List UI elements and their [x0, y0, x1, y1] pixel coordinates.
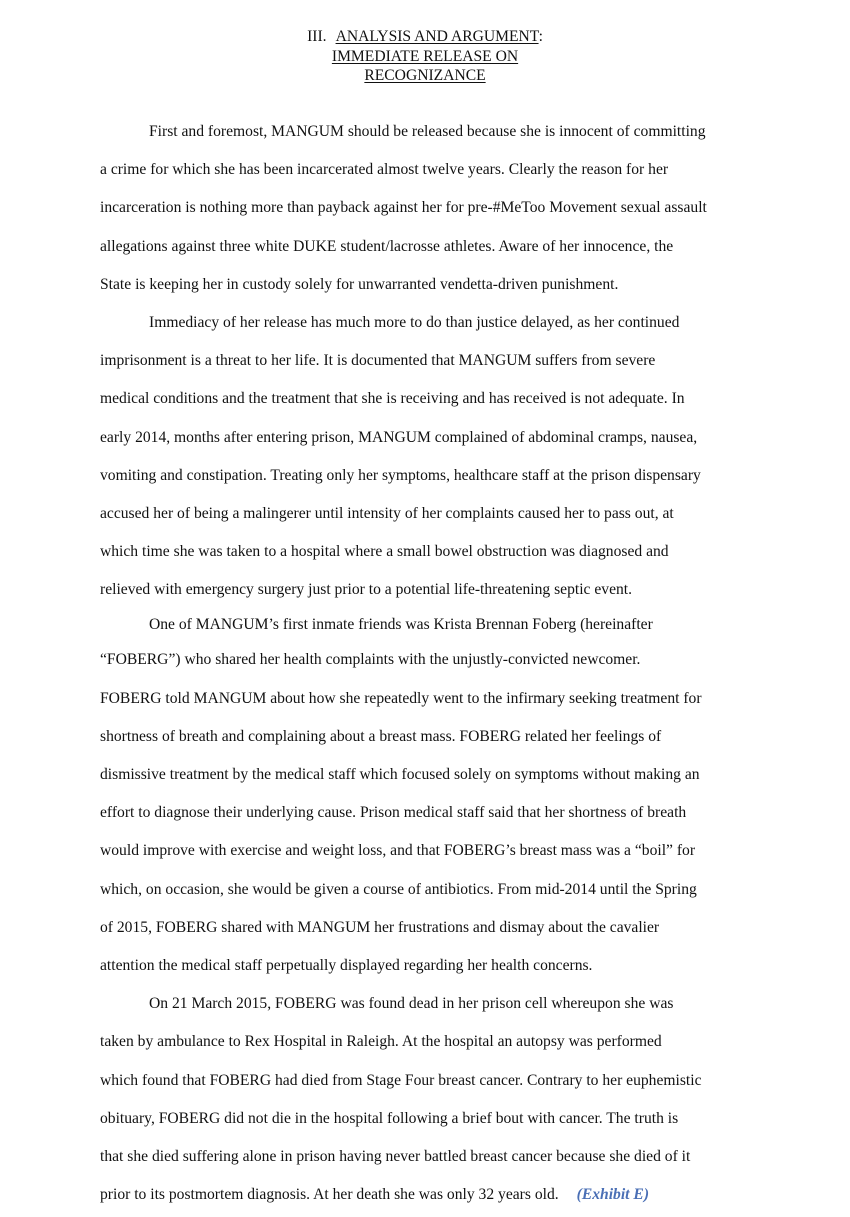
paragraph-3-line-6: effort to diagnose their underlying cause. Prison medical staff said that her shortness of breath: [100, 804, 687, 822]
paragraph-1-line-5: State is keeping her in custody solely for unwarranted vendetta-driven punishment.: [100, 275, 619, 293]
paragraph-3-line-10: attention the medical staff perpetually displayed regarding her health concerns.: [100, 956, 593, 974]
paragraph-2-line-3: medical conditions and the treatment that she is receiving and has received is not adequate. In: [100, 390, 685, 408]
heading-title-part-1: ANALYSIS AND ARGUMENT: [335, 28, 539, 45]
heading-line-2: [0, 47, 850, 67]
paragraph-4-line-4: obituary, FOBERG did not die in the hospital following a brief bout with cancer. The truth is: [100, 1109, 679, 1127]
section-heading: [0, 27, 850, 86]
paragraph-2-line-1: Immediacy of her release has much more to do than justice delayed, as her continued: [149, 313, 680, 331]
section-number: III.: [307, 28, 327, 45]
paragraph-3-line-8: which, on occasion, she would be given a course of antibiotics. From mid-2014 until the Spring: [100, 880, 697, 898]
heading-title-part-2: IMMEDIATE RELEASE ON: [331, 47, 519, 65]
paragraph-3-line-2: “FOBERG”) who shared her health complaints with the unjustly-convicted newcomer.: [100, 651, 641, 669]
paragraph-4-line-6: [100, 1176, 760, 1214]
paragraph-2-line-8: relieved with emergency surgery just prior to a potential life-threatening septic event.: [100, 581, 633, 599]
paragraph-1-line-1: First and foremost, MANGUM should be released because she is innocent of committing: [149, 123, 706, 140]
paragraph-4-line-6-text: prior to its postmortem diagnosis. At her death she was only 32 years old.: [100, 1186, 559, 1204]
paragraph-3-line-1: One of MANGUM’s first inmate friends was Krista Brennan Foberg (hereinafter: [149, 616, 653, 634]
heading-line-1: [0, 27, 850, 47]
paragraph-2-line-7: which time she was taken to a hospital where a small bowel obstruction was diagnosed and: [100, 543, 669, 561]
paragraph-2-line-5: vomiting and constipation. Treating only her symptoms, healthcare staff at the prison dispensary: [100, 466, 701, 484]
paragraph-3-line-9: of 2015, FOBERG shared with MANGUM her frustrations and dismay about the cavalier: [100, 918, 660, 936]
paragraph-1-line-2: a crime for which she has been incarcerated almost twelve years. Clearly the reason for her: [100, 161, 669, 179]
paragraph-3-line-4: shortness of breath and complaining about a breast mass. FOBERG related her feelings of: [100, 727, 662, 745]
paragraph-2-line-2: imprisonment is a threat to her life. It is documented that MANGUM suffers from severe: [100, 352, 656, 370]
heading-line-3: [0, 66, 850, 86]
paragraph-2-line-4: early 2014, months after entering prison, MANGUM complained of abdominal cramps, nausea,: [100, 428, 698, 446]
paragraph-4-line-2: taken by ambulance to Rex Hospital in Raleigh. At the hospital an autopsy was performed: [100, 1033, 662, 1051]
paragraph-1-line-4: allegations against three white DUKE student/lacrosse athletes. Aware of her innocence, the: [100, 237, 674, 255]
paragraph-4-line-3: which found that FOBERG had died from Stage Four breast cancer. Contrary to her euphemistic: [100, 1071, 702, 1089]
paragraph-2-line-6: accused her of being a malingerer until intensity of her complaints caused her to pass out, at: [100, 504, 674, 522]
paragraph-4-line-1: On 21 March 2015, FOBERG was found dead in her prison cell whereupon she was: [149, 995, 674, 1013]
heading-colon: :: [538, 28, 543, 45]
paragraph-1-line-3: incarceration is nothing more than payback against her for pre-#MeToo Movement sexual assault: [100, 199, 707, 217]
paragraph-3-line-3: FOBERG told MANGUM about how she repeatedly went to the infirmary seeking treatment for: [100, 689, 702, 707]
heading-title-part-3: RECOGNIZANCE: [364, 67, 486, 84]
paragraph-3-line-7: would improve with exercise and weight loss, and that FOBERG’s breast mass was a “boil” for: [100, 842, 696, 860]
body-text: [100, 113, 760, 1214]
paragraph-4-line-5: that she died suffering alone in prison having never battled breast cancer because she died of it: [100, 1147, 691, 1165]
exhibit-e-reference[interactable]: (Exhibit E): [576, 1186, 650, 1204]
paragraph-3-line-5: dismissive treatment by the medical staff which focused solely on symptoms without making an: [100, 766, 700, 783]
